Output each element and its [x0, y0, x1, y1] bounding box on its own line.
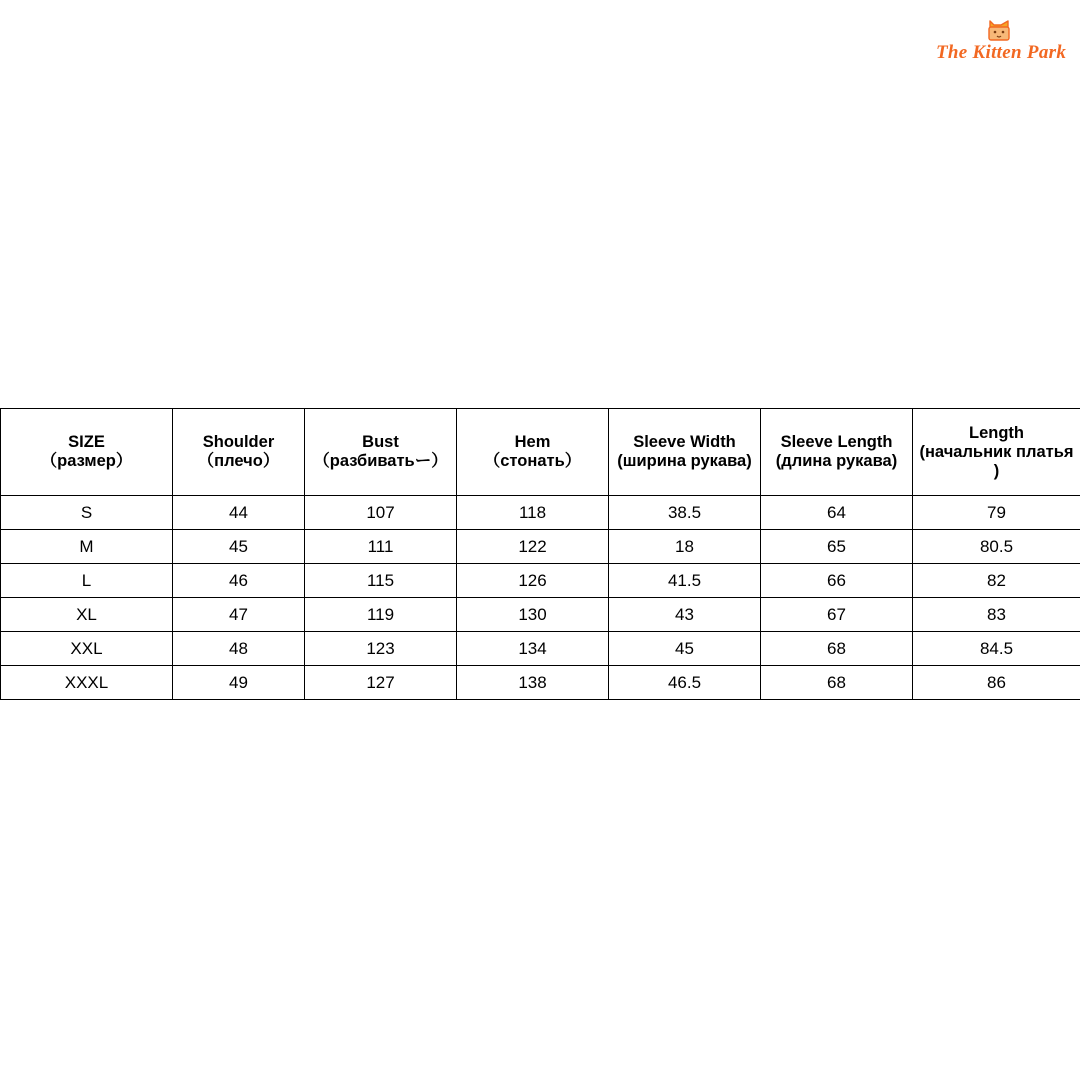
- cell-sleeve-width: 45: [609, 632, 761, 666]
- cell-shoulder: 48: [173, 632, 305, 666]
- cell-hem: 118: [457, 496, 609, 530]
- table-row: [1, 598, 1080, 632]
- column-header-hem: Hem （стонать）: [457, 409, 609, 496]
- column-header-length: Length (начальник платья ): [913, 409, 1080, 496]
- cell-bust: 115: [305, 564, 457, 598]
- column-header-shoulder: Shoulder （плечо）: [173, 409, 305, 496]
- table-row: [1, 632, 1080, 666]
- table-row: [1, 564, 1080, 598]
- brand-name: The Kitten Park: [936, 42, 1067, 63]
- cell-hem: 126: [457, 564, 609, 598]
- column-header-sleeve-width: Sleeve Width (ширина рукава): [609, 409, 761, 496]
- brand-logo: [936, 18, 1066, 78]
- table-header-row: [1, 409, 1080, 496]
- cell-hem: 130: [457, 598, 609, 632]
- size-chart: [0, 408, 1080, 700]
- cell-shoulder: 45: [173, 530, 305, 564]
- cell-sleeve-width: 46.5: [609, 666, 761, 700]
- cell-sleeve-width: 38.5: [609, 496, 761, 530]
- cell-shoulder: 47: [173, 598, 305, 632]
- cell-sleeve-length: 66: [761, 564, 913, 598]
- cell-sleeve-length: 64: [761, 496, 913, 530]
- table-row: [1, 666, 1080, 700]
- cell-length: 80.5: [913, 530, 1080, 564]
- cell-shoulder: 46: [173, 564, 305, 598]
- cell-sleeve-length: 65: [761, 530, 913, 564]
- cell-bust: 111: [305, 530, 457, 564]
- cell-hem: 138: [457, 666, 609, 700]
- cell-size: XXXL: [1, 666, 173, 700]
- cell-bust: 127: [305, 666, 457, 700]
- cell-sleeve-length: 67: [761, 598, 913, 632]
- cell-hem: 122: [457, 530, 609, 564]
- cell-size: M: [1, 530, 173, 564]
- table-row: [1, 530, 1080, 564]
- column-header-sleeve-length: Sleeve Length (длина рукава): [761, 409, 913, 496]
- cell-size: L: [1, 564, 173, 598]
- cell-hem: 134: [457, 632, 609, 666]
- column-header-size: SIZE （размер）: [1, 409, 173, 496]
- cell-bust: 107: [305, 496, 457, 530]
- cell-size: XXL: [1, 632, 173, 666]
- cell-size: S: [1, 496, 173, 530]
- cell-sleeve-width: 43: [609, 598, 761, 632]
- cell-length: 86: [913, 666, 1080, 700]
- size-table: [0, 408, 1080, 700]
- kitten-icon: [984, 18, 1018, 42]
- table-row: [1, 496, 1080, 530]
- cell-sleeve-length: 68: [761, 666, 913, 700]
- column-header-bust: Bust （разбиватьー）: [305, 409, 457, 496]
- cell-length: 84.5: [913, 632, 1080, 666]
- cell-sleeve-width: 18: [609, 530, 761, 564]
- cell-length: 83: [913, 598, 1080, 632]
- cell-length: 79: [913, 496, 1080, 530]
- cell-shoulder: 44: [173, 496, 305, 530]
- cell-bust: 123: [305, 632, 457, 666]
- cell-sleeve-length: 68: [761, 632, 913, 666]
- cell-bust: 119: [305, 598, 457, 632]
- cell-shoulder: 49: [173, 666, 305, 700]
- cell-length: 82: [913, 564, 1080, 598]
- cell-size: XL: [1, 598, 173, 632]
- cell-sleeve-width: 41.5: [609, 564, 761, 598]
